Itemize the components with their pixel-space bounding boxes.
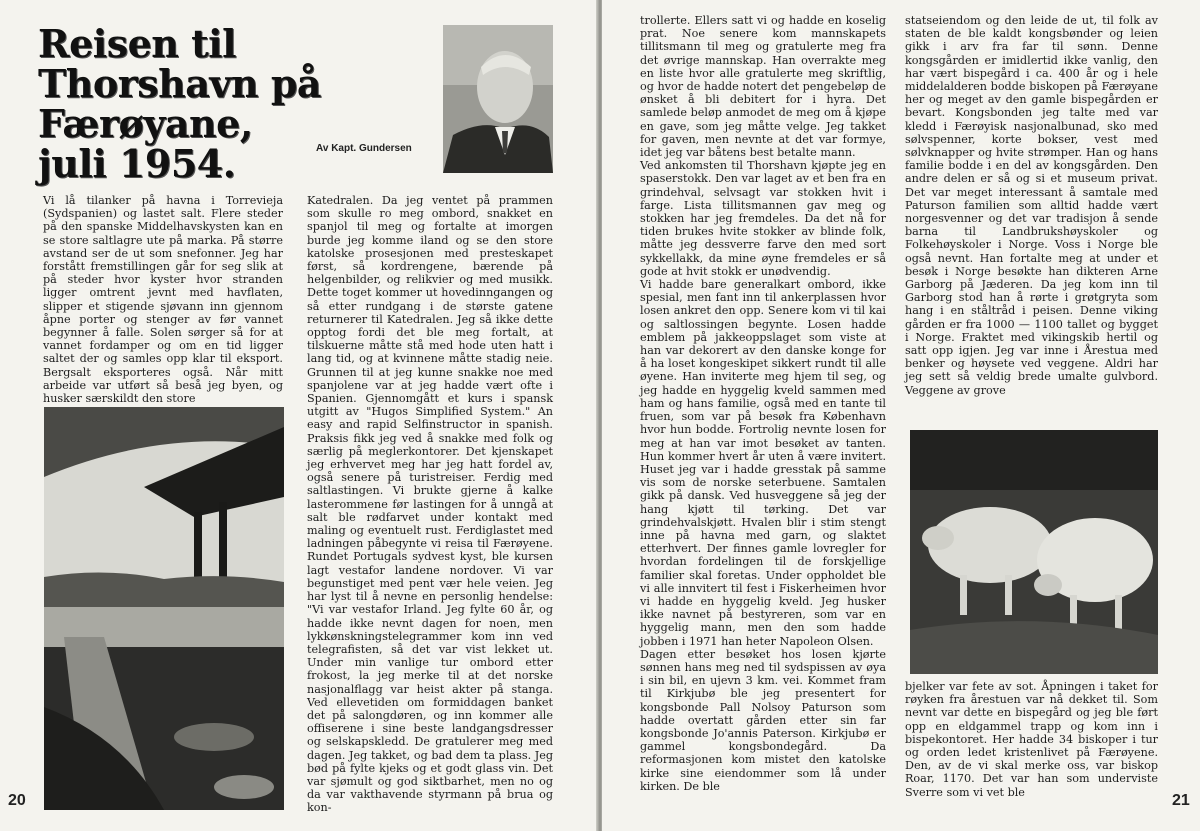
byline: Av Kapt. Gundersen (316, 143, 412, 154)
text-column-2: Katedralen. Da jeg ventet på prammen som skulle ro meg ombord, snakket en spanjol til meg og fortalte at imorgen burde jeg komme iland og se den store katolske prosesjonen med presteskapet først, så kordrengene, bærende på helgenbilder, og relikvier og med musikk. Dette toget kommer ut hovedinngangen og så etter rundgang i de største gatene returnerer til Katedralen. Jeg så ikke dette opptog fordi det ble meg fortalt, at tilskuerne måtte stå med hode uten hatt i lang tid, og at kvinnene måtte stadig neie. Grunnen til at jeg kunne snakke noe med spanjolene var at jeg hadde vært ofte i Spanien. Gjennomgått et kurs i spansk utgitt av "Hugos Simplified System." An easy and rapid Selfinstructor in spanish. Praksis fikk jeg ved å snakke med folk og særlig på meglerkontorer. Det kjenskapet jeg erhvervet meg har jeg hatt fordel av, også senere på turistreiser. Ferdig med saltlastingen. Vi brukte gjerne å kalke lasterommene før lastingen for å unngå at salt ble rødfarvet under kontakt med maling og eventuelt rust. Ferdiglastet med ladningen påbegynte vi reisa til Færøyene. Rundet Portugals sydvest kyst, ble kursen lagt vestafor landene nordover. Vi var begunstiget med pent vær hele veien. Jeg har lyst til å nevne en personlig hendelse: "Vi var vestafor Irland. Jeg fylte 60 år, og hadde ikke nevnt dagen for noen, men lykkønskningstelegrammer kom inn ved telegrafisten, så det var vist lekket ut. Under min vanlige tur ombord etter frokost, la jeg merke til at det norske nasjonalflagg var heist akter på stanga. Ved ellevetiden om formiddagen banket det på salongdøren, og inn kommer alle offiserene i sine beste landgangsdresser og selskapskledd. De gratulerer meg med dagen. Jeg takket, og bad dem ta plass. Jeg bød på fylte kjeks og et godt glass vin. Det var sjømult og god siktbarhet, men no og da var vakthavende styrmann på brua og kon- (307, 194, 553, 815)
left-page (0, 0, 598, 831)
sheep-photo (910, 430, 1158, 674)
page-number-left: 20 (8, 792, 26, 809)
harbor-image (44, 407, 284, 810)
right-page (602, 0, 1200, 831)
text-column-4-top: statseiendom og den leide de ut, til folk av staten de ble kaldt kongsbønder og leien gikk i arv fra far til sønn. Denne kongsgården er imidlertid ikke vanlig, den har vært bispegård i ca. 400 år og i hele middelalderen bodde biskopen på Færøyane her og meget av den gamle bispegården er bevart. Kongsbonden jeg talte med var kledd i Færøyisk nasjonalbunad, sko med sølvspenner, korte bokser, vest med sølvknapper og hvite strømper. Han og hans familie bodde i en del av kongsgården. Den andre delen er så og si et museum privat. Det var meget interessant å samtale med Paturson familien som alltid hadde vært norgesvenner og det var tradisjon å sende barna til Landbrukshøyskoler og Folkehøyskoler i Norge. Voss i Norge ble også nevnt. Han fortalte meg at under et besøk i Norge besøkte han dikteren Arne Garborg på Jæderen. Da jeg kom inn til Garborg stod han å rørte i grøtgryta som hang i en ståltråd i peisen. Denne viking gården er fra 1000 — 1100 tallet og bygget i Norge. Fraktet med vikingskib hertil og satt opp igjen. Jeg var inne i Årestua med benker og høysete ved veggene. Aldri har jeg sett så veldig brede umalte gulvbord. Veggene av grove (905, 14, 1158, 397)
page-number-right: 21 (1172, 792, 1190, 809)
text-column-4-bottom: bjelker var fete av sot. Åpningen i taket for røyken fra årestuen var nå dekket til. Som nevnt var dette en bispegård og jeg ble ført opp en eldgammel trapp og kom inn i bispekontoret. Her hadde 34 biskoper i tur og orden ledet kristenlivet på Færøyene. Den, av de vi skal merke oss, var biskop Roar, 1170. Det var han som underviste Sverre som vi vet ble (905, 680, 1158, 799)
text-column-1: Vi lå tilanker på havna i Torrevieja (Sydspanien) og lastet salt. Flere steder på den spanske Middelhavskysten kan en se store saltlagre ute på marka. På større avstand ser de ut som snefonner. Jeg har forstått fremstillingen går for seg slik at på steder hvor kyster hvor stranden ligger omtrent jevnt med havflaten, slipper et stigende sjøvann inn gjennom åpne porter og stenger av før vannet begynner å falle. Solen sørger så for at vannet fordamper og om en tid ligger saltet der og samles opp klar til eksport. Bergsalt eksporteres også. Når mitt arbeide var utført så beså jeg byen, og husker særskildt den store (43, 194, 283, 406)
portrait-image (443, 25, 553, 173)
harbor-photo (44, 407, 284, 810)
sheep-image (910, 430, 1158, 674)
portrait-photo (443, 25, 553, 173)
text-column-3: trollerte. Ellers satt vi og hadde en koselig prat. Noe senere kom mannskapets tillitsmann til meg og gratulerte meg fra det øvrige mannskap. Han overrakte meg en liste hvor alle gratulerte meg skriftlig, og hvor de hadde notert det pengebeløp de ønsket å bli debitert for i hyra. Det samlede beløp anmodet de meg om å kjøpe en gave, som jeg måtte velge. Jeg takket for gaven, men nevnte at det var formye, idet jeg var båtens best betalte mann. Ved ankomsten til Thorshavn kjøpte jeg en spaserstokk. Den var laget av et ben fra en grindehval, selvsagt var stokken hvit i farge. Lista tillitsmannen gav meg og stokken har jeg fremdeles. Da det nå for tiden brukes hvite stokker av blinde folk, måtte jeg dessverre farve den med sort sykkellakk, da mine øyne fremdeles er så gode at hvit stokk er unødvendig. Vi hadde bare generalkart ombord, ikke spesial, men fant inn til ankerplassen hvor losen ankret den opp. Senere kom vi til kai og saltlossingen begynte. Losen hadde emblem på jakkeoppslaget som viste at han var dekorert av den danske konge for å ha loset kongeskipet sikkert rundt til alle øyene. Han inviterte meg hjem til seg, og jeg hadde en hyggelig kveld sammen med ham og hans familie, også med en tante til fruen, som var på besøk fra København hvor hun bodde. Fortrolig nevnte losen for meg at han var imot besøket av tanten. Hun kommer hvert år uten å være invitert. Huset jeg var i hadde gresstak på samme vis som de norske seterbuene. Samtalen gikk på dansk. Ved husveggene så jeg der hang kjøtt til tørking. Det var grindehvalskjøtt. Hvalen blir i stim stengt inne på havna med garn, og slaktet etterhvert. Der finnes gamle lovregler for hvordan fordelingen til de forskjellige familier skal foretas. Under oppholdet ble vi alle innvitert til fest i Fiskerheimen hvor vi hadde en hyggelig kveld. Jeg husker ikke navnet på bestyreren, som var en hyggelig mann, men den som hadde jobben i 1971 han heter Napoleon Olsen. Dagen etter besøket hos losen kjørte sønnen hans meg ned til sydspissen av øya i sin bil, en ujevn 3 km. vei. Kommet fram til Kirkjubø ble jeg presentert for kongsbonde Pall Nolsoy Paturson som hadde overtatt gården etter sin far kongsbonde Jo'annis Paterson. Kirkjubø er gammel kongsbondegård. Da reformasjonen kom mistet den katolske kirke sine eiendommer som lå under kirken. De ble (640, 14, 886, 793)
article-headline: Reisen til Thorshavn på Færøyane, juli 1954. (38, 21, 322, 186)
